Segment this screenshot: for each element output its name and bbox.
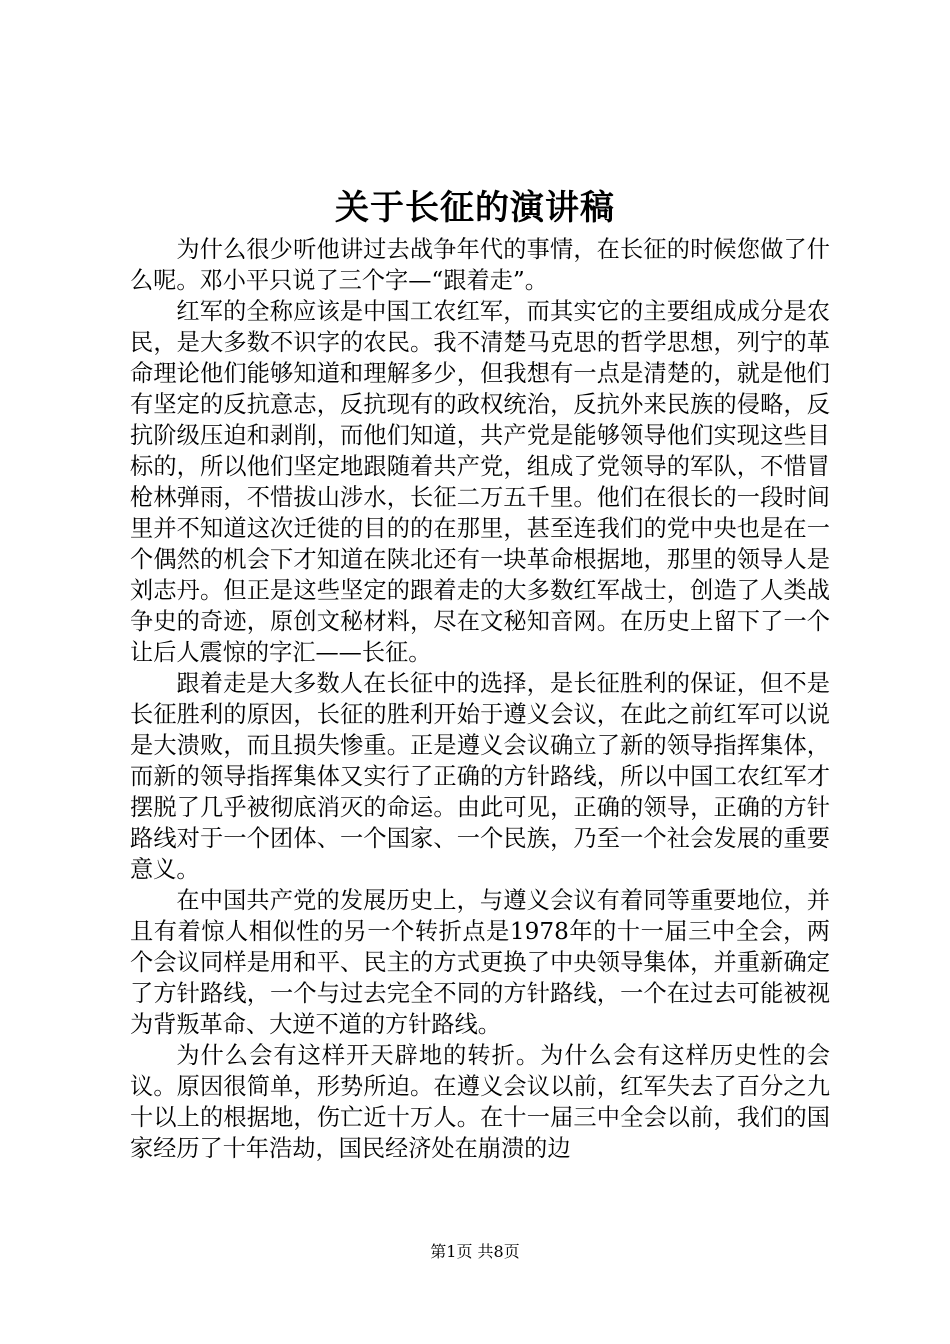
paragraph: 为什么很少听他讲过去战争年代的事情，在长征的时候您做了什么呢。邓小平只说了三个字—“跟着走”。 (130, 236, 830, 294)
paragraph: 在中国共产党的发展历史上，与遵义会议有着同等重要地位，并且有着惊人相似性的另一个转折点是1978年的十一届三中全会，两个会议同样是用和平、民主的方式更换了中央领导集体，并重新确定了方针路线，一个与过去完全不同的方针路线，一个在过去可能被视为背叛革命、大逆不道的方针路线。 (130, 887, 830, 1038)
paragraph: 跟着走是大多数人在长征中的选择，是长征胜利的保证，但不是长征胜利的原因，长征的胜利开始于遵义会议，在此之前红军可以说是大溃败，而且损失惨重。正是遵义会议确立了新的领导指挥集体，而新的领导指挥集体又实行了正确的方针路线，所以中国工农红军才摆脱了几乎被彻底消灭的命运。由此可见，正确的领导，正确的方针路线对于一个团体、一个国家、一个民族，乃至一个社会发展的重要意义。 (130, 670, 830, 883)
paragraph: 为什么会有这样开天辟地的转折。为什么会有这样历史性的会议。原因很简单，形势所迫。在遵义会议以前，红军失去了百分之九十以上的根据地，伤亡近十万人。在十一届三中全会以前，我们的国家经历了十年浩劫，国民经济处在崩溃的边 (130, 1042, 830, 1162)
document-body (130, 234, 830, 1164)
paragraph: 红军的全称应该是中国工农红军，而其实它的主要组成成分是农民，是大多数不识字的农民。我不清楚马克思的哲学思想，列宁的革命理论他们能够知道和理解多少，但我想有一点是清楚的，就是他们有坚定的反抗意志，反抗现有的政权统治，反抗外来民族的侵略，反抗阶级压迫和剥削，而他们知道，共产党是能够领导他们实现这些目标的，所以他们坚定地跟随着共产党，组成了党领导的军队，不惜冒枪林弹雨，不惜拔山涉水，长征二万五千里。他们在很长的一段时间里并不知道这次迁徙的目的的在那里，甚至连我们的党中央也是在一个偶然的机会下才知道在陕北还有一块革命根据地，那里的领导人是刘志丹。但正是这些坚定的跟着走的大多数红军战士，创造了人类战争史的奇迹，原创文秘材料，尽在文秘知音网。在历史上留下了一个让后人震惊的字汇——长征。 (130, 298, 830, 666)
page-footer: 第1页 共8页 (430, 1242, 520, 1261)
document-title: 关于长征的演讲稿 (335, 188, 615, 228)
